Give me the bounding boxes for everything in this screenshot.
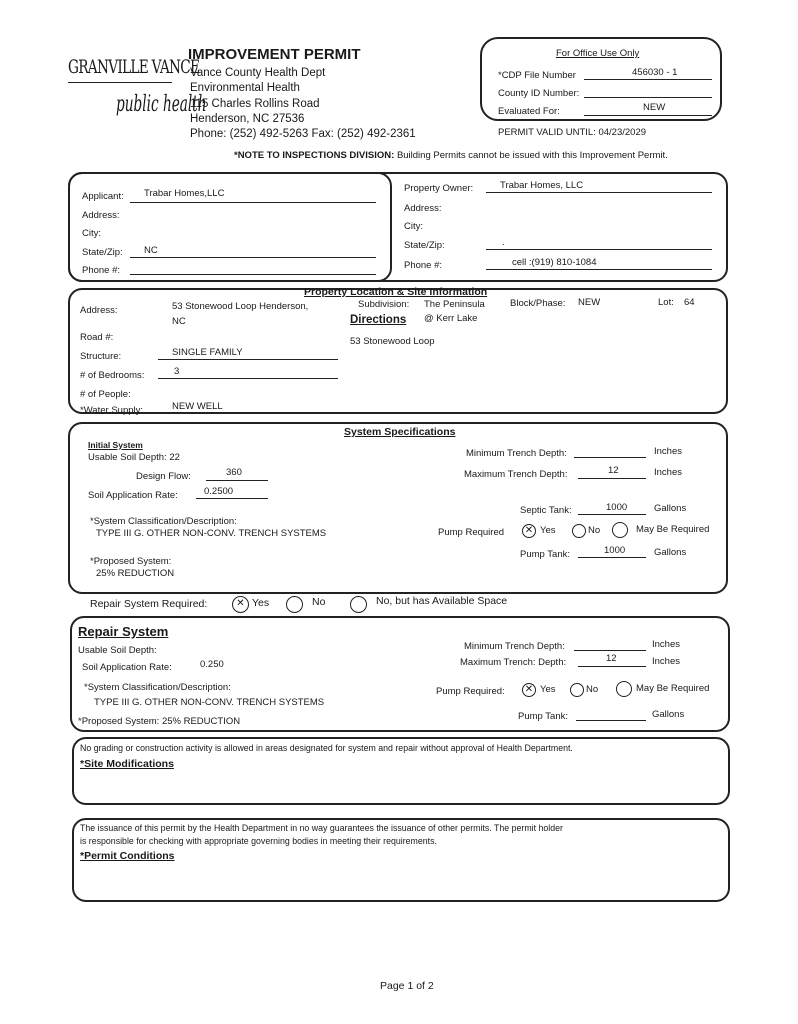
pump-required-no-label: No — [588, 525, 601, 536]
owner-statezip-line — [486, 249, 712, 250]
structure-label: Structure: — [80, 351, 122, 362]
dept-city: Henderson, NC 27536 — [190, 113, 305, 125]
soil-rate-label: Soil Application Rate: — [88, 490, 178, 501]
repair-pump-yes-radio[interactable]: ✕ — [522, 683, 536, 697]
repair-pump-required-label: Pump Required: — [436, 686, 505, 697]
structure-line — [158, 359, 338, 360]
block-phase-value: NEW — [578, 297, 601, 308]
repair-classification-label: *System Classification/Description: — [84, 682, 231, 693]
subdivision-label: Subdivision: — [358, 299, 410, 310]
applicant-phone-line — [130, 274, 376, 275]
max-trench-label: Maximum Trench Depth: — [464, 469, 568, 480]
water-supply-value: NEW WELL — [172, 401, 223, 412]
bedrooms-line — [158, 378, 338, 379]
owner-label: Property Owner: — [404, 183, 474, 194]
property-section-title: Property Location & Site Information — [304, 286, 488, 298]
water-supply-label: *Water Supply: — [80, 405, 144, 416]
repair-max-trench-label: Maximum Trench: Depth: — [460, 657, 567, 668]
permit-title: IMPROVEMENT PERMIT — [188, 46, 361, 63]
inspection-note-label: *NOTE TO INSPECTIONS DIVISION: — [234, 150, 395, 161]
inspection-note — [234, 150, 668, 161]
septic-tank-value: 1000 — [606, 502, 628, 513]
pump-tank-line — [578, 557, 646, 558]
design-flow-value: 360 — [226, 467, 242, 478]
dept-street: 115 Charles Rollins Road — [190, 98, 320, 110]
logo-divider — [68, 82, 172, 83]
dept-phone-fax: Phone: (252) 492-5263 Fax: (252) 492-2361 — [190, 128, 416, 140]
applicant-statezip-value: NC — [144, 245, 158, 256]
lot-value: 64 — [684, 297, 695, 308]
property-address-label: Address: — [80, 305, 118, 316]
pump-required-yes-label: Yes — [540, 525, 556, 536]
property-address-line1: 53 Stonewood Loop Henderson, — [172, 301, 309, 312]
septic-gallons: Gallons — [654, 503, 687, 514]
applicant-line — [130, 202, 376, 203]
owner-address-label: Address: — [404, 203, 442, 214]
logo-text-public-health: public health — [116, 92, 207, 117]
repair-required-available-radio[interactable] — [350, 596, 367, 613]
pump-required-no-radio[interactable] — [572, 524, 586, 538]
county-id-line — [584, 97, 712, 98]
repair-pump-tank-line — [576, 720, 646, 721]
soil-rate-line — [196, 498, 268, 499]
dept-name: Vance County Health Dept — [190, 67, 326, 79]
permit-valid-until: PERMIT VALID UNTIL: 04/23/2029 — [498, 127, 647, 138]
evaluated-value: NEW — [643, 102, 666, 113]
repair-min-trench-label: Minimum Trench Depth: — [464, 641, 565, 652]
repair-min-trench-line — [574, 650, 646, 651]
repair-classification-value: TYPE III G. OTHER NON-CONV. TRENCH SYSTEMS — [94, 697, 325, 708]
repair-pump-maybe-radio[interactable] — [616, 681, 632, 697]
permit-conditions-note-2: is responsible for checking with appropriate governing bodies in meeting their requirements. — [80, 836, 437, 846]
owner-line — [486, 192, 712, 193]
pump-tank-label: Pump Tank: — [520, 549, 570, 560]
repair-required-label: Repair System Required: — [90, 598, 208, 610]
septic-tank-label: Septic Tank: — [520, 505, 572, 516]
proposed-system-label: *Proposed System: — [90, 556, 172, 567]
county-id-label: County ID Number: — [498, 88, 580, 99]
directions-title: Directions — [350, 314, 407, 326]
applicant-phone-label: Phone #: — [82, 265, 121, 276]
applicant-value: Trabar Homes,LLC — [144, 188, 225, 199]
lot-label: Lot: — [658, 297, 674, 308]
pump-required-label: Pump Required — [438, 527, 505, 538]
logo-text-granville-vance: GRANVILLE VANCE — [68, 56, 200, 78]
office-use-title: For Office Use Only — [556, 48, 640, 59]
max-trench-inches: Inches — [654, 467, 682, 478]
owner-phone-line — [486, 269, 712, 270]
repair-soil-rate-value: 0.250 — [200, 659, 224, 670]
cdp-line — [584, 79, 712, 80]
max-trench-value: 12 — [608, 465, 619, 476]
repair-required-yes-label: Yes — [252, 597, 270, 609]
site-mods-title: *Site Modifications — [80, 758, 174, 770]
bedrooms-label: # of Bedrooms: — [80, 370, 145, 381]
owner-statezip-value: . — [502, 237, 505, 248]
property-address-line2: NC — [172, 316, 186, 327]
applicant-address-label: Address: — [82, 210, 120, 221]
permit-conditions-title: *Permit Conditions — [80, 850, 175, 862]
repair-pump-no-label: No — [586, 684, 599, 695]
subdivision-value-line2: @ Kerr Lake — [424, 313, 478, 324]
design-flow-label: Design Flow: — [136, 471, 191, 482]
min-trench-line — [574, 457, 646, 458]
permit-conditions-note-1: The issuance of this permit by the Health Department in no way guarantees the issuance of other permits. The permit holder — [80, 823, 563, 833]
classification-value: TYPE III G. OTHER NON-CONV. TRENCH SYSTEMS — [96, 528, 327, 539]
directions-value: 53 Stonewood Loop — [350, 336, 435, 347]
pump-required-maybe-label: May Be Required — [636, 524, 710, 535]
classification-label: *System Classification/Description: — [90, 516, 237, 527]
initial-system-label: Initial System — [88, 440, 143, 450]
repair-max-trench-line — [578, 666, 646, 667]
block-phase-label: Block/Phase: — [510, 298, 566, 309]
applicant-city-label: City: — [82, 228, 101, 239]
road-label: Road #: — [80, 332, 114, 343]
structure-value: SINGLE FAMILY — [172, 347, 243, 358]
repair-required-no-radio[interactable] — [286, 596, 303, 613]
repair-pump-tank-label: Pump Tank: — [518, 711, 568, 722]
water-supply-line — [158, 413, 338, 414]
applicant-statezip-label: State/Zip: — [82, 247, 123, 258]
owner-city-label: City: — [404, 221, 423, 232]
site-mods-note: No grading or construction activity is allowed in areas designated for system and repair without approval of Health Department. — [80, 743, 573, 753]
repair-soil-depth-label: Usable Soil Depth: — [78, 645, 157, 656]
repair-pump-yes-label: Yes — [540, 684, 556, 695]
min-trench-label: Minimum Trench Depth: — [466, 448, 567, 459]
repair-pump-no-radio[interactable] — [570, 683, 584, 697]
subdivision-value: The Peninsula — [424, 299, 485, 310]
cdp-value: 456030 - 1 — [632, 67, 678, 78]
septic-tank-line — [578, 514, 646, 515]
repair-min-trench-inches: Inches — [652, 639, 680, 650]
owner-phone-value: cell :(919) 810-1084 — [512, 257, 597, 268]
repair-box — [70, 616, 730, 732]
repair-required-available-label: No, but has Available Space — [376, 595, 508, 607]
repair-max-trench-value: 12 — [606, 653, 617, 664]
people-label: # of People: — [80, 389, 131, 400]
repair-pump-tank-gallons: Gallons — [652, 709, 685, 720]
repair-proposed-system: *Proposed System: 25% REDUCTION — [78, 716, 241, 727]
proposed-system-value: 25% REDUCTION — [96, 568, 175, 579]
owner-phone-label: Phone #: — [404, 260, 443, 271]
repair-system-title: Repair System — [78, 624, 169, 639]
page-number: Page 1 of 2 — [380, 980, 434, 992]
max-trench-line — [578, 478, 646, 479]
pump-required-maybe-radio[interactable] — [612, 522, 628, 538]
bedrooms-value: 3 — [174, 366, 180, 377]
division-name: Environmental Health — [190, 82, 300, 94]
repair-pump-maybe-label: May Be Required — [636, 683, 710, 694]
soil-rate-value: 0.2500 — [204, 486, 234, 497]
evaluated-label: Evaluated For: — [498, 106, 560, 117]
evaluated-line — [584, 115, 712, 116]
repair-max-trench-inches: Inches — [652, 656, 680, 667]
owner-statezip-label: State/Zip: — [404, 240, 445, 251]
pump-tank-gallons: Gallons — [654, 547, 687, 558]
owner-value: Trabar Homes, LLC — [500, 180, 584, 191]
initial-soil-depth: Usable Soil Depth: 22 — [88, 452, 180, 463]
system-section-title: System Specifications — [344, 426, 456, 438]
applicant-label: Applicant: — [82, 191, 124, 202]
min-trench-inches: Inches — [654, 446, 682, 457]
repair-required-yes-radio[interactable]: ✕ — [232, 596, 249, 613]
repair-required-no-label: No — [312, 596, 326, 608]
inspection-note-text: Building Permits cannot be issued with this Improvement Permit. — [396, 150, 668, 161]
cdp-label: *CDP File Number — [498, 70, 576, 81]
pump-tank-value: 1000 — [604, 545, 626, 556]
design-flow-line — [206, 480, 268, 481]
pump-required-yes-radio[interactable]: ✕ — [522, 524, 536, 538]
repair-soil-rate-label: Soil Application Rate: — [82, 662, 172, 673]
applicant-statezip-line — [130, 257, 376, 258]
